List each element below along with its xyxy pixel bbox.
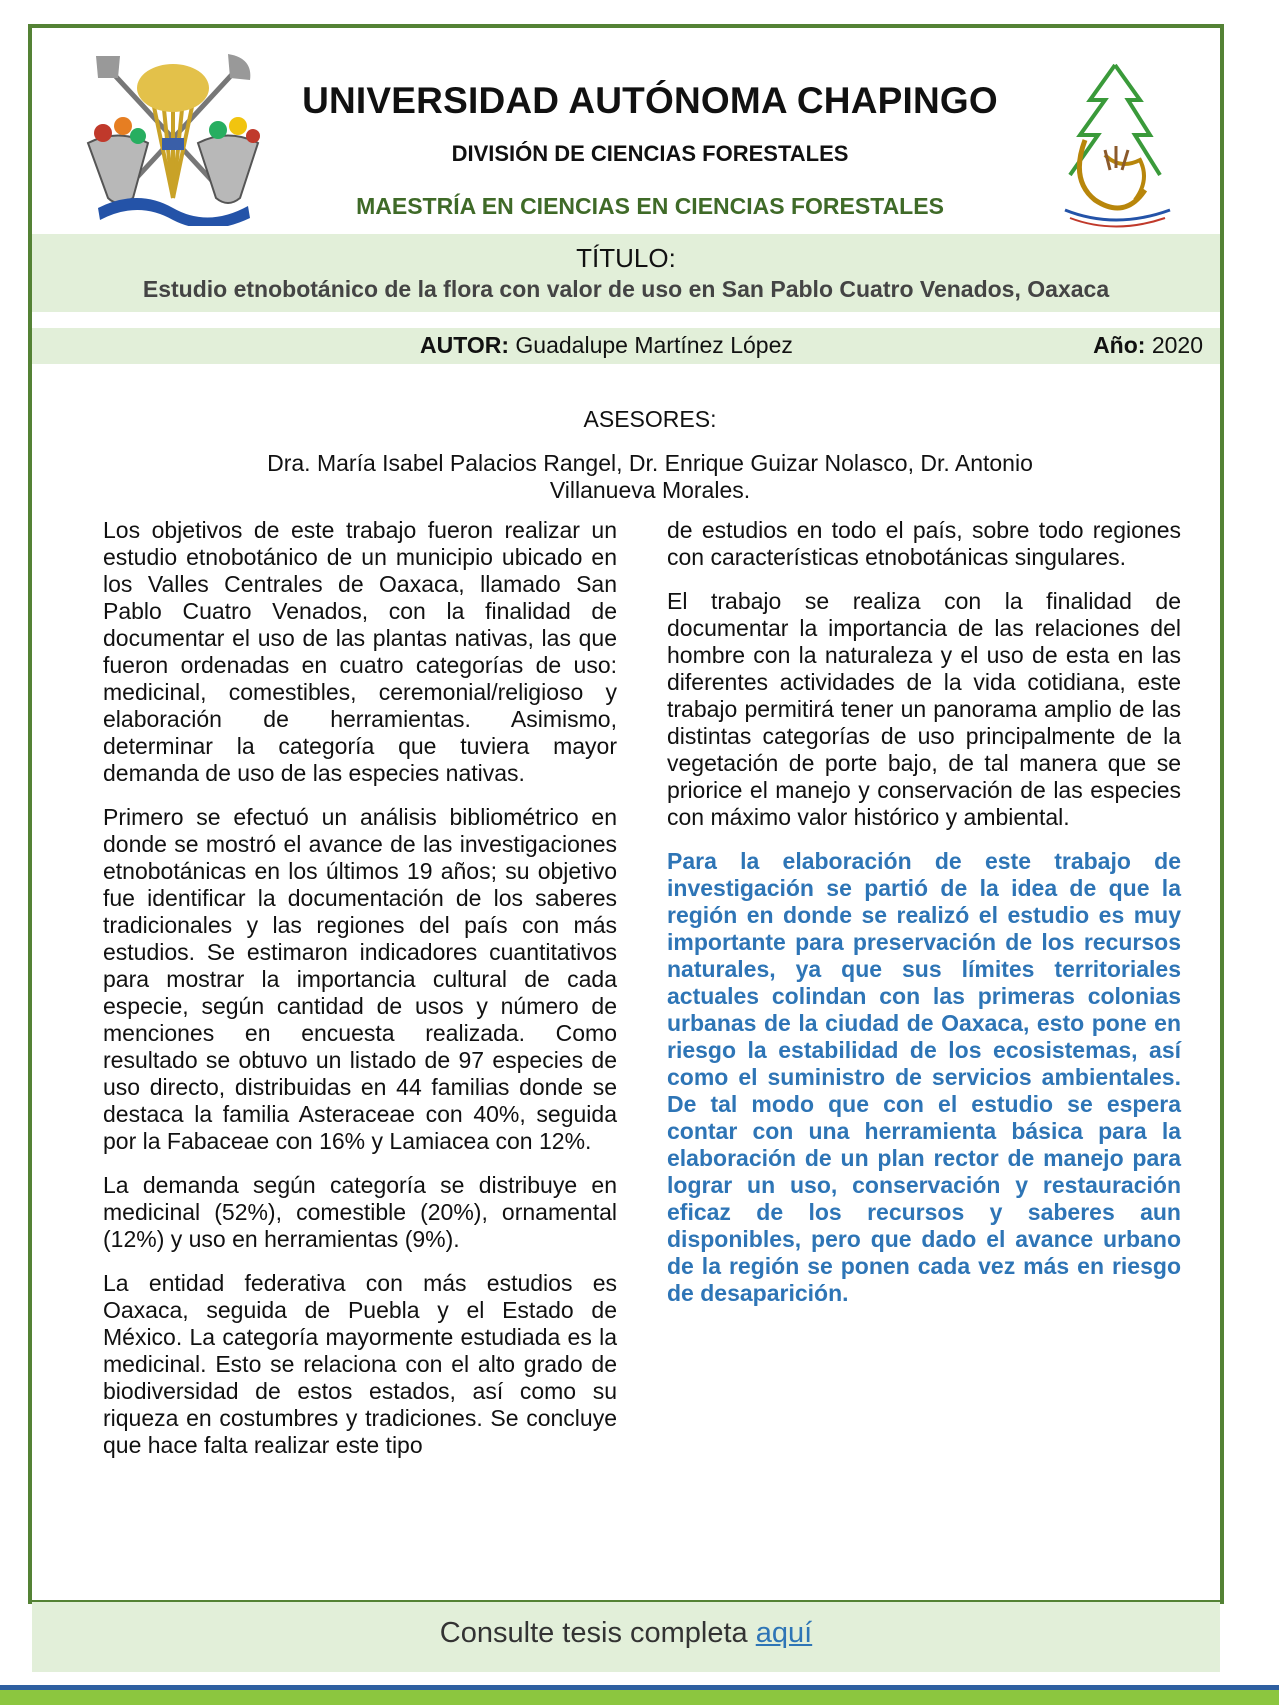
- bottom-stripe-green: [0, 1688, 1279, 1705]
- paragraph-highlight: Para la elaboración de este trabajo de investigación se partió de la idea de que la región en donde se realizó el estudio es muy importante para preservación de los recursos naturales, ya que sus límites territoriales actuales colindan con las primeras colonias urbanas de la ciudad de Oaxaca, esto pone en riesgo la estabilidad de los ecosistemas, así como el suministro de servicios ambientales. De tal modo que con el estudio se espera contar con una herramienta básica para la elaboración de un plan rector de manejo para lograr un uso, conservación y restauración eficaz de los recursos y saberes aun disponibles, pero que dado el avance urbano de la región se ponen cada vez más en riesgo de desaparición.: [667, 848, 1181, 1306]
- advisors-names: Dra. María Isabel Palacios Rangel, Dr. Enrique Guizar Nolasco, Dr. Antonio Villanueva Morales.: [267, 450, 1033, 503]
- year-line: [1093, 332, 1203, 359]
- paragraph-states: La entidad federativa con más estudios es Oaxaca, seguida de Puebla y el Estado de México. La categoría mayormente estudiada es la medicinal. Esto se relaciona con el alto grado de biodiversidad de estos estados, así como su riqueza en costumbres y tradiciones. Se concluye que hace falta realizar este tipo: [103, 1270, 617, 1458]
- paragraph-objectives: Los objetivos de este trabajo fueron realizar un estudio etnobotánico de un municipio ubicado en los Valles Centrales de Oaxaca, llamado San Pablo Cuatro Venados, con la finalidad de documentar el uso de las plantas nativas, las que fueron ordenadas en cuatro categorías de uso: medicinal, comestibles, ceremonial/religioso y elaboración de herramientas. Asimismo, determinar la categoría que tuviera mayor demanda de uso de las especies nativas.: [103, 517, 617, 786]
- paragraph-bibliometric: Primero se efectuó un análisis bibliométrico en donde se mostró el avance de las investigaciones etnobotánicas en los últimos 19 años; su objetivo fue identificar la documentación de los saberes tradicionales y las regiones del país con más estudios. Se estimaron indicadores cuantitativos para mostrar la importancia cultural de cada especie, según cantidad de usos y número de menciones en encuesta realizada. Como resultado se obtuvo un listado de 97 especies de uso directo, distribuidas en 44 familias donde se destaca la familia Asteraceae con 40%, seguida por la Fabaceae con 16% y Lamiacea con 12%.: [103, 804, 617, 1154]
- university-name: UNIVERSIDAD AUTÓNOMA CHAPINGO: [302, 80, 998, 121]
- author-line: [420, 332, 793, 359]
- paragraph-states-continued: de estudios en todo el país, sobre todo regiones con características etnobotánicas singulares.: [667, 517, 1181, 570]
- paragraph-purpose: El trabajo se realiza con la finalidad de documentar la importancia de las relaciones del hombre con la naturaleza y el uso de esta en las diferentes actividades de la vida cotidiana, este trabajo permitirá tener un panorama amplio de las distintas categorías de uso principalmente de la vegetación de porte bajo, de tal manera que se priorice el manejo y conservación de las especies con máximo valor histórico y ambiental.: [667, 588, 1181, 830]
- author-name: Guadalupe Martínez López: [515, 332, 793, 358]
- title-label: TÍTULO:: [576, 243, 676, 273]
- footer: [32, 1617, 1220, 1650]
- advisors-label: ASESORES:: [583, 406, 717, 432]
- year-label: Año:: [1093, 332, 1146, 358]
- thesis-title: Estudio etnobotánico de la flora con valor de uso en San Pablo Cuatro Venados, Oaxaca: [142, 276, 1110, 302]
- right-column: [667, 517, 1181, 1324]
- forestry-division-logo: [1050, 60, 1180, 230]
- year-value: 2020: [1151, 332, 1203, 358]
- program-name: MAESTRÍA EN CIENCIAS EN CIENCIAS FORESTALES: [356, 193, 944, 219]
- paragraph-demand: La demanda según categoría se distribuye en medicinal (52%), comestible (20%), ornamental (12%) y uso en herramientas (9%).: [103, 1172, 617, 1252]
- left-column: [103, 517, 617, 1476]
- author-label: AUTOR:: [420, 332, 510, 358]
- bottom-stripe-blue: [0, 1685, 1279, 1690]
- full-thesis-link[interactable]: aquí: [755, 1617, 813, 1649]
- footer-text: Consulte tesis completa: [439, 1617, 748, 1649]
- chapingo-emblem-logo: [78, 48, 268, 226]
- division-name: DIVISIÓN DE CIENCIAS FORESTALES: [451, 141, 849, 166]
